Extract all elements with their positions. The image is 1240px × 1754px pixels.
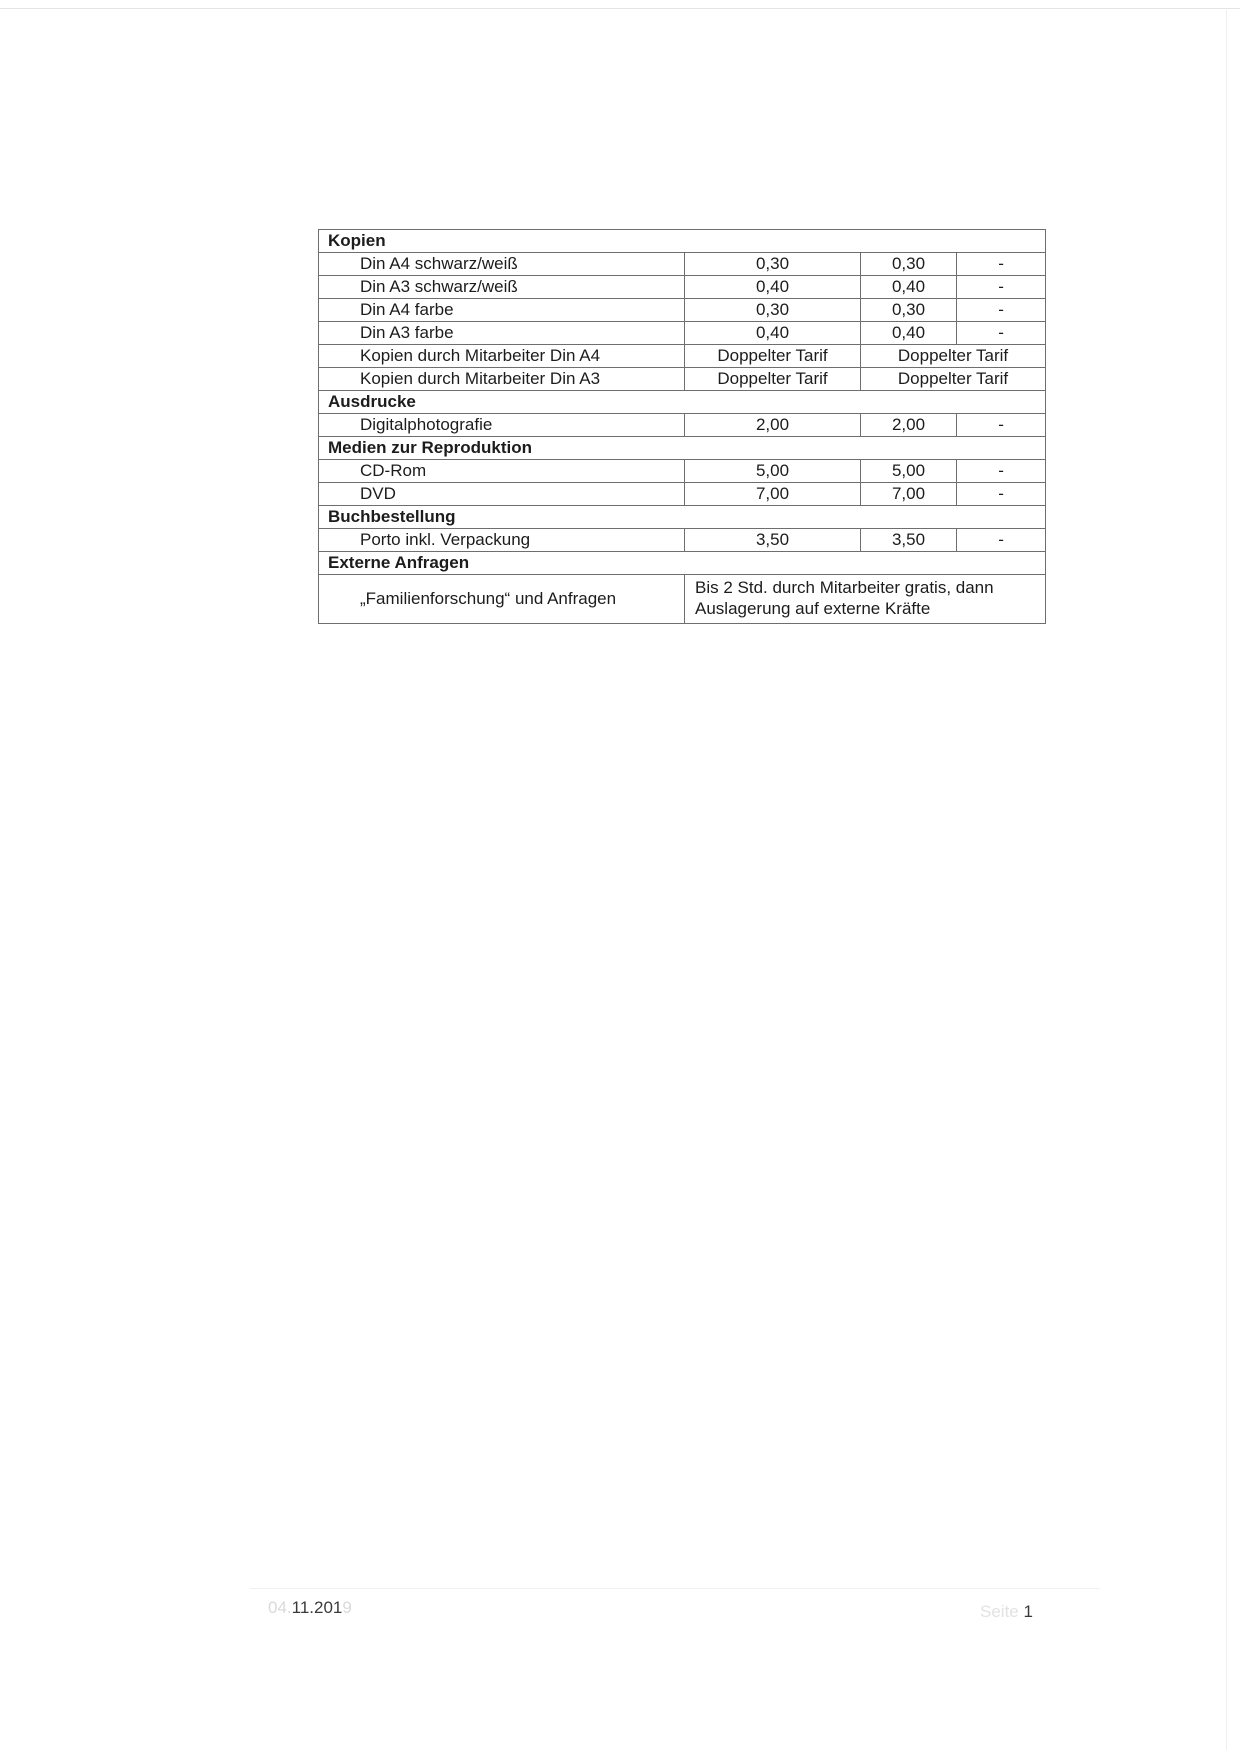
price-value: Doppelter Tarif	[685, 345, 861, 368]
price-value: 0,40	[861, 276, 957, 299]
row-label: CD-Rom	[319, 460, 685, 483]
price-value: 7,00	[685, 483, 861, 506]
price-value: 0,30	[685, 253, 861, 276]
price-value: -	[957, 322, 1046, 345]
price-value: Doppelter Tarif	[685, 368, 861, 391]
top-edge-rule	[0, 8, 1240, 9]
footer-date-faint: 04.	[268, 1598, 292, 1617]
price-value: 7,00	[861, 483, 957, 506]
price-value: 0,30	[685, 299, 861, 322]
price-value: 3,50	[861, 529, 957, 552]
row-label: Din A3 schwarz/weiß	[319, 276, 685, 299]
row-label: Din A3 farbe	[319, 322, 685, 345]
price-value: 0,40	[685, 276, 861, 299]
scan-edge	[1226, 10, 1227, 1750]
price-value: 5,00	[861, 460, 957, 483]
price-value: Doppelter Tarif	[861, 345, 1046, 368]
row-label: Din A4 farbe	[319, 299, 685, 322]
row-label: Kopien durch Mitarbeiter Din A3	[319, 368, 685, 391]
price-value: 2,00	[685, 414, 861, 437]
price-value: 2,00	[861, 414, 957, 437]
row-label: Porto inkl. Verpackung	[319, 529, 685, 552]
section-title: Medien zur Reproduktion	[319, 437, 1046, 460]
row-label: Din A4 schwarz/weiß	[319, 253, 685, 276]
footer-date	[268, 1598, 352, 1618]
price-value: 5,00	[685, 460, 861, 483]
note-cell: Bis 2 Std. durch Mitarbeiter gratis, dann Auslagerung auf externe Kräfte	[685, 575, 1046, 624]
price-value: -	[957, 414, 1046, 437]
table-row	[319, 276, 1046, 299]
table-row	[319, 414, 1046, 437]
price-value: -	[957, 276, 1046, 299]
price-value: 0,40	[861, 322, 957, 345]
price-value: 0,30	[861, 299, 957, 322]
table-row	[319, 575, 1046, 624]
price-value: -	[957, 483, 1046, 506]
row-label: „Familienforschung“ und Anfragen	[319, 575, 685, 624]
fee-table-body	[319, 230, 1046, 624]
section-title: Externe Anfragen	[319, 552, 1046, 575]
price-value: -	[957, 299, 1046, 322]
section-header-row	[319, 391, 1046, 414]
footer-page-label: Seite	[980, 1602, 1019, 1621]
section-header-row	[319, 552, 1046, 575]
table-row	[319, 299, 1046, 322]
footer-date-tail: 9	[342, 1598, 352, 1617]
price-value: 0,40	[685, 322, 861, 345]
price-value: -	[957, 529, 1046, 552]
table-row	[319, 253, 1046, 276]
table-row	[319, 483, 1046, 506]
row-label: DVD	[319, 483, 685, 506]
table-row	[319, 460, 1046, 483]
section-header-row	[319, 230, 1046, 253]
footer-page-number	[980, 1602, 1033, 1622]
table-row	[319, 345, 1046, 368]
table-row	[319, 322, 1046, 345]
fee-table	[318, 229, 1046, 624]
price-value: 3,50	[685, 529, 861, 552]
footer-rule	[250, 1588, 1100, 1589]
table-row	[319, 368, 1046, 391]
table-row	[319, 529, 1046, 552]
price-value: -	[957, 460, 1046, 483]
row-label: Digitalphotografie	[319, 414, 685, 437]
price-value: 0,30	[861, 253, 957, 276]
section-header-row	[319, 437, 1046, 460]
price-value: Doppelter Tarif	[861, 368, 1046, 391]
section-title: Buchbestellung	[319, 506, 1046, 529]
price-value: -	[957, 253, 1046, 276]
section-header-row	[319, 506, 1046, 529]
footer-date-main: 11.201	[291, 1598, 343, 1617]
section-title: Ausdrucke	[319, 391, 1046, 414]
row-label: Kopien durch Mitarbeiter Din A4	[319, 345, 685, 368]
section-title: Kopien	[319, 230, 1046, 253]
footer-page-value: 1	[1023, 1602, 1033, 1621]
